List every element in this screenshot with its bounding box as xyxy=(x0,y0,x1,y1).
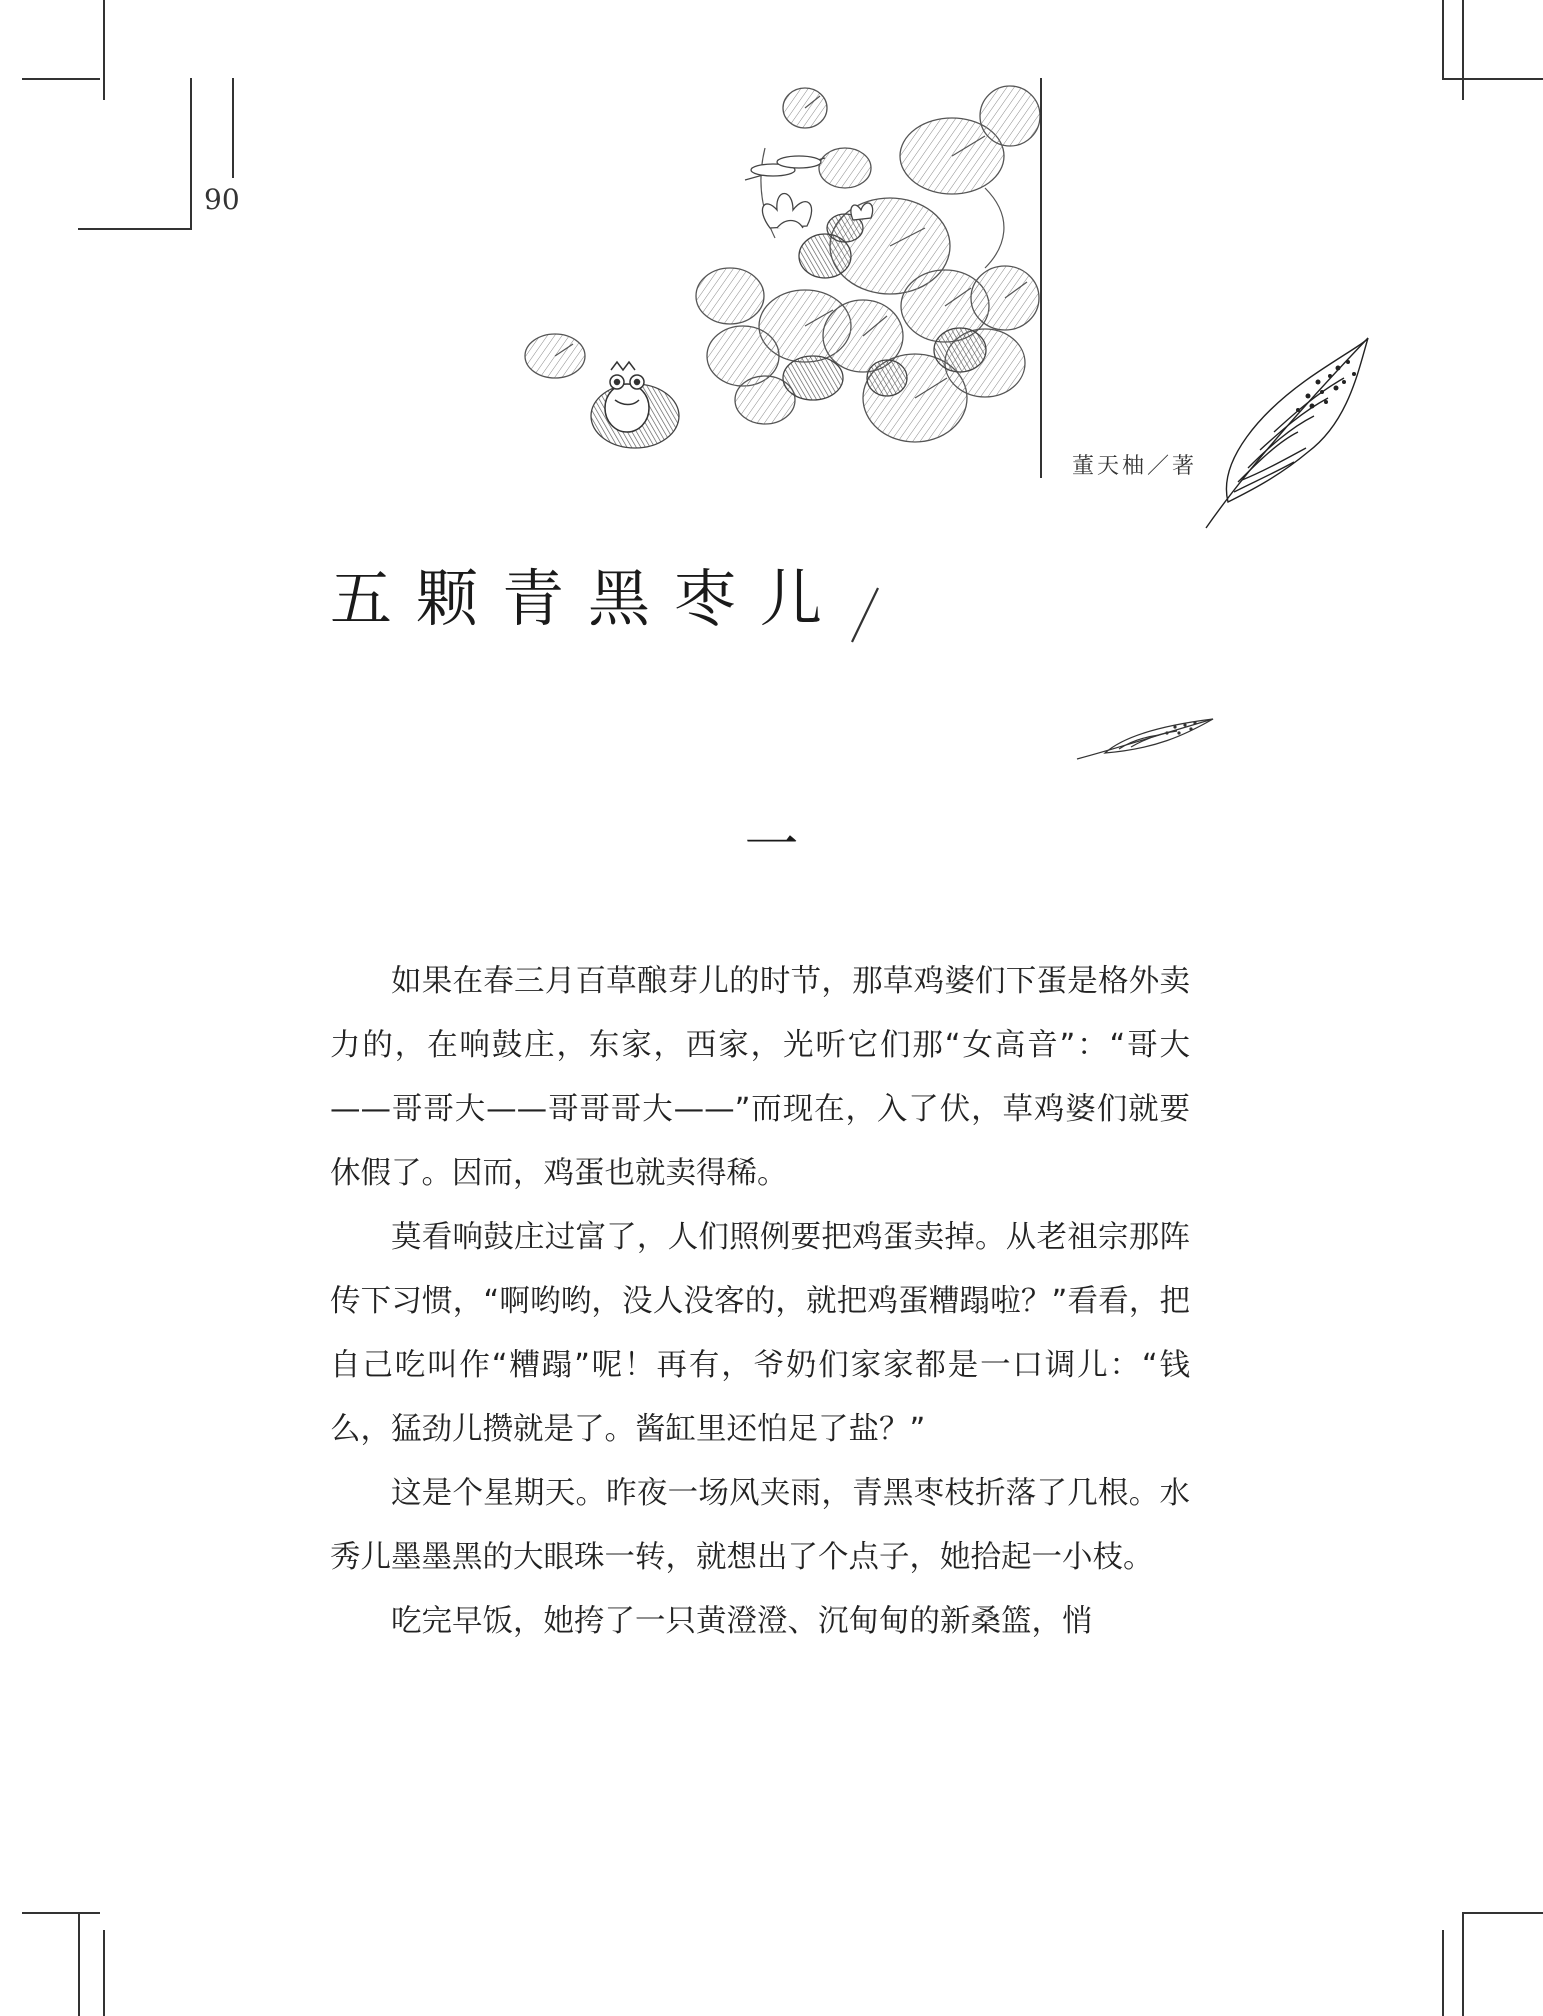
paragraph: 如果在春三月百草酿芽儿的时节，那草鸡婆们下蛋是格外卖力的，在响鼓庄，东家，西家，光听它们那“女高音”：“哥大——哥哥大——哥哥哥大——”而现在，入了伏，草鸡婆们就要休假了。因而，鸡蛋也就卖得稀。 xyxy=(330,964,1190,1191)
feather-icon xyxy=(1075,715,1215,763)
header-rule xyxy=(1040,78,1042,478)
crop-mark xyxy=(1442,0,1444,78)
crop-mark xyxy=(78,228,190,230)
crop-mark xyxy=(1462,0,1464,100)
feather-icon xyxy=(1198,332,1378,532)
crop-mark xyxy=(22,1912,100,1914)
body-text xyxy=(330,950,1190,1654)
chapter-title: 五颗青黑枣儿 xyxy=(330,562,847,635)
lily-pad-frog-sketch-icon xyxy=(515,78,1045,468)
crop-mark xyxy=(1462,1912,1543,1914)
crop-mark xyxy=(22,78,100,80)
author-credit: 董天柚／著 xyxy=(1072,454,1198,479)
crop-mark xyxy=(232,78,234,178)
paragraph: 吃完早饭，她挎了一只黄澄澄、沉甸甸的新桑篮，悄 xyxy=(391,1604,1093,1639)
title-slash-icon xyxy=(848,586,882,644)
crop-mark xyxy=(103,1930,105,2016)
crop-mark xyxy=(103,0,105,100)
paragraph: 这是个星期天。昨夜一场风夹雨，青黑枣枝折落了几根。水秀儿墨墨黑的大眼珠一转，就想出了个点子，她拾起一小枝。 xyxy=(330,1476,1190,1575)
crop-mark xyxy=(190,78,192,230)
crop-mark xyxy=(1442,78,1543,80)
paragraph: 莫看响鼓庄过富了，人们照例要把鸡蛋卖掉。从老祖宗那阵传下习惯，“啊哟哟，没人没客的，就把鸡蛋糟蹋啦？”看看，把自己吃叫作“糟蹋”呢！再有，爷奶们家家都是一口调儿：“钱么，猛劲儿攒就是了。酱缸里还怕足了盐？” xyxy=(330,1220,1190,1447)
crop-mark xyxy=(1442,1930,1444,2016)
section-number: 一 xyxy=(744,813,799,876)
crop-mark xyxy=(78,1912,80,2016)
page-number: 90 xyxy=(204,183,240,216)
crop-mark xyxy=(1462,1912,1464,2016)
